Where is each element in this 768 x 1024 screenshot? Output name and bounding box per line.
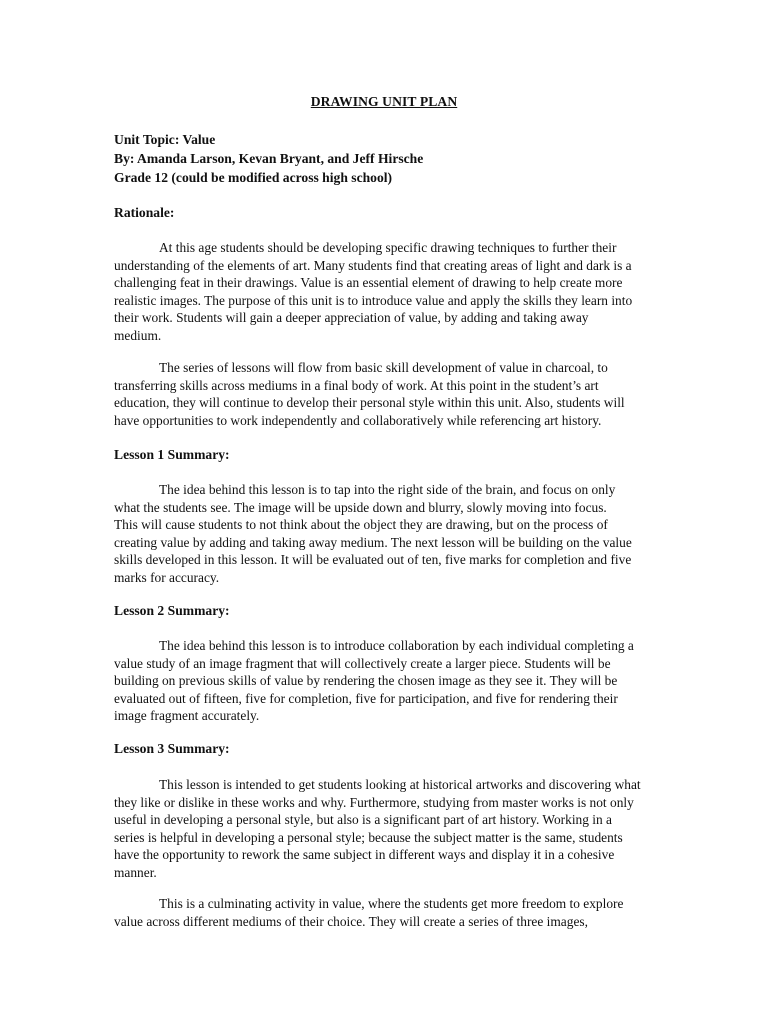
text-line: evaluated out of fifteen, five for completion, five for participation, and five for rendering their (114, 690, 618, 706)
text-line: This will cause students to not think about the object they are drawing, but on the process of (114, 517, 608, 532)
lesson-1-paragraph (114, 481, 656, 586)
lesson-3-paragraph-2 (114, 895, 656, 930)
text-line: challenging feat in their drawings. Value is an essential element of drawing to help create more (114, 275, 623, 290)
text-line: The idea behind this lesson is to tap into the right side of the brain, and focus on only (159, 482, 616, 497)
authors-line: By: Amanda Larson, Kevan Bryant, and Jeff Hirsche (114, 151, 424, 166)
lesson-3-heading: Lesson 3 Summary: (114, 741, 230, 756)
text-line: manner. (114, 864, 157, 880)
text-line: The series of lessons will flow from basic skill development of value in charcoal, to (159, 360, 608, 375)
lesson-2-heading: Lesson 2 Summary: (114, 603, 230, 618)
text-line: This lesson is intended to get students looking at historical artworks and discovering what (159, 777, 641, 792)
rationale-paragraph-2 (114, 359, 656, 429)
text-line: understanding of the elements of art. Many students find that creating areas of light and dark is a (114, 257, 632, 273)
rationale-paragraph-1 (114, 239, 656, 344)
text-line: useful in developing a personal style, but also is a significant part of art history. Working in a (114, 812, 612, 827)
text-line: The idea behind this lesson is to introduce collaboration by each individual completing a (159, 638, 634, 653)
grade-line: Grade 12 (could be modified across high school) (114, 170, 393, 185)
unit-topic-line: Unit Topic: Value (114, 132, 216, 147)
text-line: transferring skills across mediums in a final body of work. At this point in the student’s art (114, 377, 599, 393)
text-line: value across different mediums of their choice. They will create a series of three images, (114, 913, 588, 929)
lesson-3-paragraph-1 (114, 776, 656, 881)
text-line: building on previous skills of value by rendering the chosen image as they see it. They will be (114, 673, 618, 688)
text-line: have the opportunity to rework the same subject in different ways and display it in a cohesive (114, 847, 615, 862)
text-line: image fragment accurately. (114, 708, 260, 723)
lesson-2-paragraph (114, 637, 656, 725)
text-line: they like or dislike in these works and why. Furthermore, studying from master works is not only (114, 794, 634, 810)
text-line: value study of an image fragment that will collectively create a larger piece. Students will be (114, 655, 611, 671)
text-line: medium. (114, 327, 162, 343)
text-line: realistic images. The purpose of this unit is to introduce value and apply the skills they learn into (114, 292, 633, 308)
text-line: skills developed in this lesson. It will be evaluated out of ten, five marks for completion and five (114, 552, 632, 567)
text-line: creating value by adding and taking away medium. The next lesson will be building on the value (114, 534, 632, 550)
text-line: what the students see. The image will be upside down and blurry, slowly moving into focus. (114, 499, 607, 515)
text-line: series is helpful in developing a personal style; because the subject matter is the same, students (114, 829, 623, 845)
text-line: have opportunities to work independently and collaboratively while referencing art history. (114, 412, 602, 428)
document-title: DRAWING UNIT PLAN (310, 94, 458, 109)
rationale-heading: Rationale: (114, 205, 175, 220)
text-line: education, they will continue to develop their personal style within this unit. Also, students will (114, 395, 625, 410)
text-line: their work. Students will gain a deeper appreciation of value, by adding and taking away (114, 310, 589, 325)
text-line: This is a culminating activity in value, where the students get more freedom to explore (159, 896, 624, 911)
lesson-1-heading: Lesson 1 Summary: (114, 447, 230, 462)
text-line: At this age students should be developing specific drawing techniques to further their (159, 240, 617, 255)
text-line: marks for accuracy. (114, 569, 220, 585)
